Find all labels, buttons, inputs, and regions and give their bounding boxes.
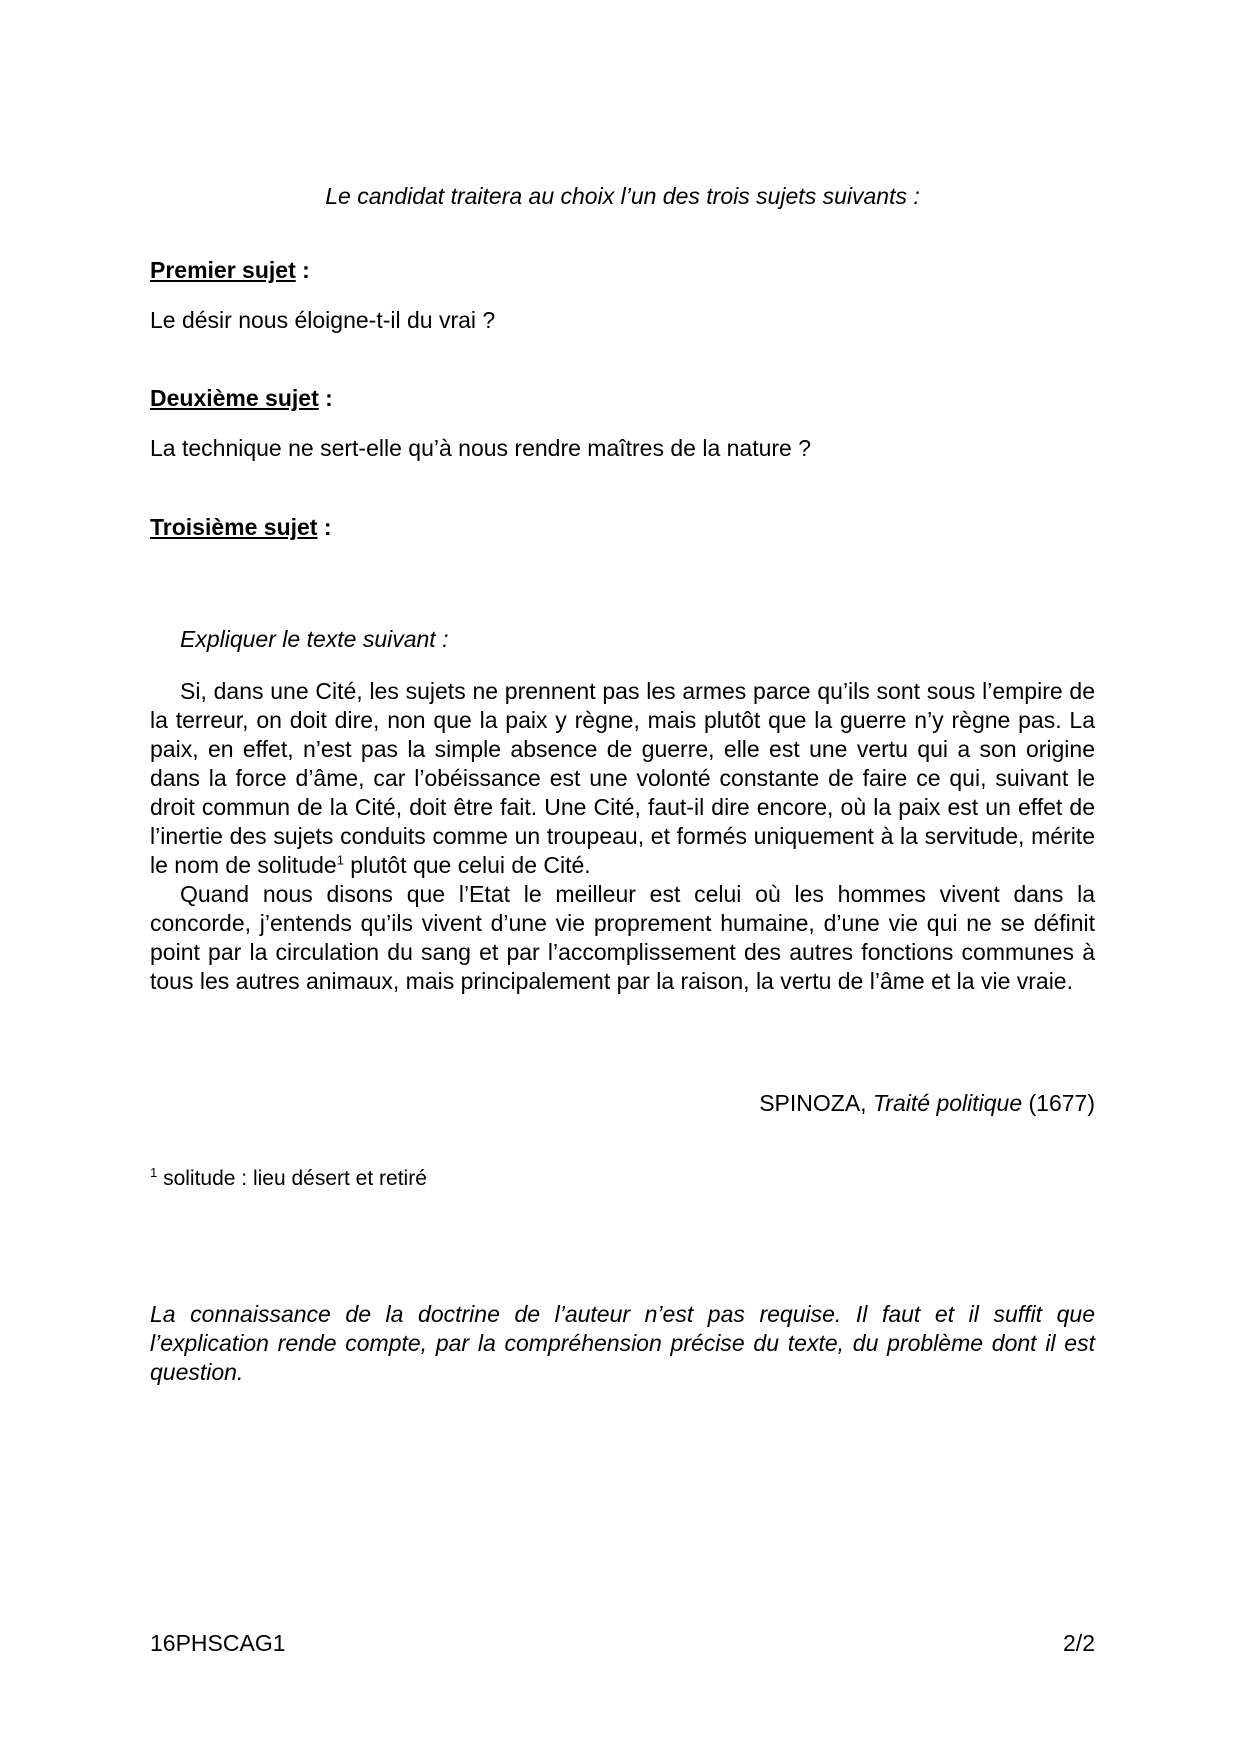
intro-instruction: Le candidat traitera au choix l’un des trois sujets suivants : bbox=[325, 183, 920, 209]
subject-2-question: La technique ne sert-elle qu’à nous rendre maîtres de la nature ? bbox=[150, 435, 812, 461]
citation bbox=[150, 1089, 1095, 1118]
subject-2-heading-colon: : bbox=[318, 385, 333, 411]
footnote-marker: 1 bbox=[150, 1165, 158, 1180]
passage-paragraph-1-text: Si, dans une Cité, les sujets ne prennent pas les armes parce qu’ils sont sous l’empire de la terreur, on doit dire, non que la paix y règne, mais plutôt que la guerre n’y règne pas. La paix, en effet, n’est pas la simple absence de guerre, elle est une vertu qui a son origine dans la force d’âme, car l’obéissance est une volonté constante de faire ce qui, suivant le droit commun de la Cité, doit être fait. Une Cité, faut-il dire encore, où la paix est un effet de l’inertie des sujets conduits comme un troupeau, et formés uniquement à la servitude, mérite le nom de solitude bbox=[150, 678, 1095, 878]
footer-page-number: 2/2 bbox=[1063, 1630, 1095, 1656]
subject-3-instruction: Expliquer le texte suivant : bbox=[180, 626, 449, 652]
spinoza-passage bbox=[150, 677, 1095, 996]
footnote bbox=[150, 1164, 427, 1193]
subject-1-heading-colon: : bbox=[295, 257, 310, 283]
subject-2-heading-label: Deuxième sujet bbox=[150, 385, 319, 411]
passage-paragraph-1-end: plutôt que celui de Cité. bbox=[343, 852, 591, 878]
citation-year: (1677) bbox=[1022, 1090, 1095, 1116]
evaluation-note: La connaissance de la doctrine de l’auteur n’est pas requise. Il faut et il suffit que l’explication rende compte, par la compréhension précise du texte, du problème dont il est question. bbox=[150, 1301, 1095, 1385]
subject-3-heading-label: Troisième sujet bbox=[150, 514, 318, 540]
subject-3-heading bbox=[150, 513, 332, 542]
subject-1-heading bbox=[150, 256, 310, 285]
passage-paragraph-2: Quand nous disons que l’Etat le meilleur est celui où les hommes vivent dans la concorde, j’entends qu’ils vivent d’une vie proprement humaine, d’une vie qui ne se définit point par la circulation du sang et par l’accomplissement des autres fonctions communes à tous les autres animaux, mais principalement par la raison, la vertu de l’âme et la vie vraie. bbox=[150, 881, 1095, 994]
footer-exam-code: 16PHSCAG1 bbox=[150, 1630, 286, 1656]
citation-author: SPINOZA, bbox=[759, 1090, 873, 1116]
subject-2-heading bbox=[150, 384, 333, 413]
subject-1-question: Le désir nous éloigne-t-il du vrai ? bbox=[150, 307, 496, 333]
passage-paragraph-1 bbox=[150, 677, 1095, 880]
footnote-text: solitude : lieu désert et retiré bbox=[157, 1167, 427, 1190]
subject-1-heading-label: Premier sujet bbox=[150, 257, 296, 283]
subject-3-heading-colon: : bbox=[317, 514, 332, 540]
footnote-reference: 1 bbox=[336, 852, 344, 868]
citation-work: Traité politique bbox=[872, 1090, 1023, 1116]
